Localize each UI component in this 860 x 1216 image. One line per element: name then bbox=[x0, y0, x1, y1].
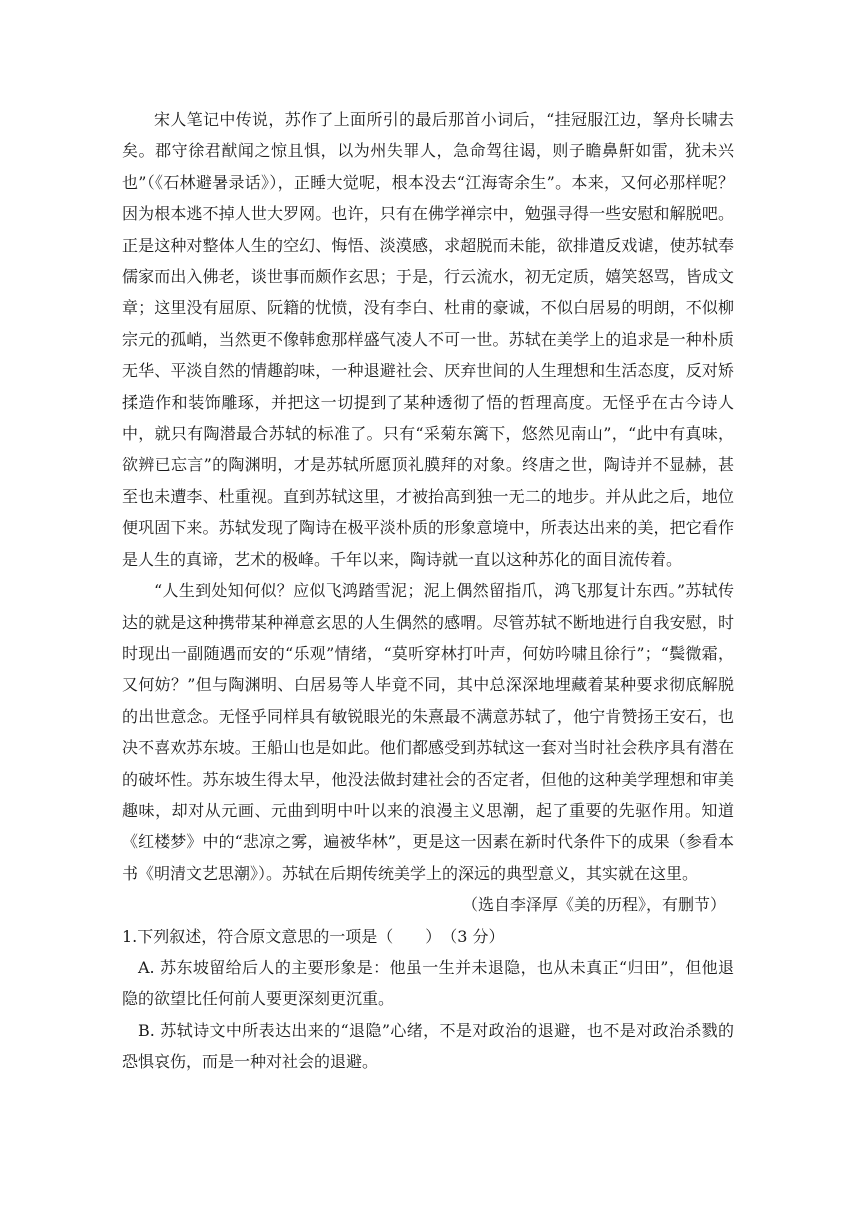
question-option-b: B. 苏轼诗文中所表达出来的“退隐”心绪，不是对政治的退避，也不是对政治杀戮的恐惧哀伤，而是一种对社会的退避。 bbox=[122, 1020, 734, 1072]
passage-paragraph-1: 宋人笔记中传说，苏作了上面所引的最后那首小词后，“挂冠服江边，拏舟长啸去矣。郡守徐君猷闻之惊且惧，以为州失罪人，急命驾往谒，则子瞻鼻鼾如雷，犹未兴也”（《石林避暑录话》），正睡大觉呢，根本没去“江海寄余生”。本来，又何必那样呢？因为根本逃不掉人世大罗网。也许，只有在佛学禅宗中，勉强寻得一些安慰和解脱吧。正是这种对整体人生的空幻、悔悟、淡漠感，求超脱而未能，欲排遣反戏谑，使苏轼奉儒家而出入佛老，谈世事而颇作玄思；于是，行云流水，初无定质，嬉笑怒骂，皆成文章；这里没有屈原、阮籍的忧愤，没有李白、杜甫的豪诚，不似白居易的明朗，不似柳宗元的孤峭，当然更不像韩愈那样盛气凌人不可一世。苏轼在美学上的追求是一种朴质无华、平淡自然的情趣韵味，一种退避社会、厌弃世间的人生理想和生活态度，反对矫揉造作和装饰雕琢，并把这一切提到了某种透彻了悟的哲理高度。无怪乎在古今诗人中，就只有陶潜最合苏轼的标准了。只有“采菊东篱下，悠然见南山”，“此中有真味，欲辨已忘言”的陶渊明，才是苏轼所愿顶礼膜拜的对象。终唐之世，陶诗并不显赫，甚至也未遭李、杜重视。直到苏轼这里，才被抬高到独一无二的地步。并从此之后，地位便巩固下来。苏轼发现了陶诗在极平淡朴质的形象意境中，所表达出来的美，把它看作是人生的真谛，艺术的极峰。千年以来，陶诗就一直以这种苏化的面目流传着。 bbox=[122, 110, 734, 569]
question-stem: 1.下列叙述，符合原文意思的一项是（ ） （3 分） bbox=[122, 926, 505, 946]
passage-source: （选自李泽厚《美的历程》，有删节） bbox=[461, 895, 726, 915]
document-body bbox=[122, 104, 734, 1078]
question-option-a: A. 苏东坡留给后人的主要形象是：他虽一生并未退隐，也从未真正“归田”，但他退隐的欲望比任何前人要更深刻更沉重。 bbox=[122, 957, 734, 1009]
passage-paragraph-2: “人生到处知何似？应似飞鸿踏雪泥；泥上偶然留指爪，鸿飞那复计东西。”苏轼传达的就是这种携带某种禅意玄思的人生偶然的感喟。尽管苏轼不断地进行自我安慰，时时现出一副随遇而安的“乐观”情绪，“莫听穿林打叶声，何妨吟啸且徐行”；“鬓微霜，又何妨？”但与陶渊明、白居易等人毕竟不同，其中总深深地埋藏着某种要求彻底解脱的出世意念。无怪乎同样具有敏锐眼光的朱熹最不满意苏轼了，他宁肯赞扬王安石，也决不喜欢苏东坡。王船山也是如此。他们都感受到苏轼这一套对当时社会秩序具有潜在的破坏性。苏东坡生得太早，他没法做封建社会的否定者，但他的这种美学理想和审美趣味，却对从元画、元曲到明中叶以来的浪漫主义思潮，起了重要的先驱作用。知道《红楼梦》中的“悲凉之雾，遍被华林”，更是这一因素在新时代条件下的成果（参看本书《明清文艺思潮》）。苏轼在后期传统美学上的深远的典型意义，其实就在这里。 bbox=[122, 581, 734, 883]
